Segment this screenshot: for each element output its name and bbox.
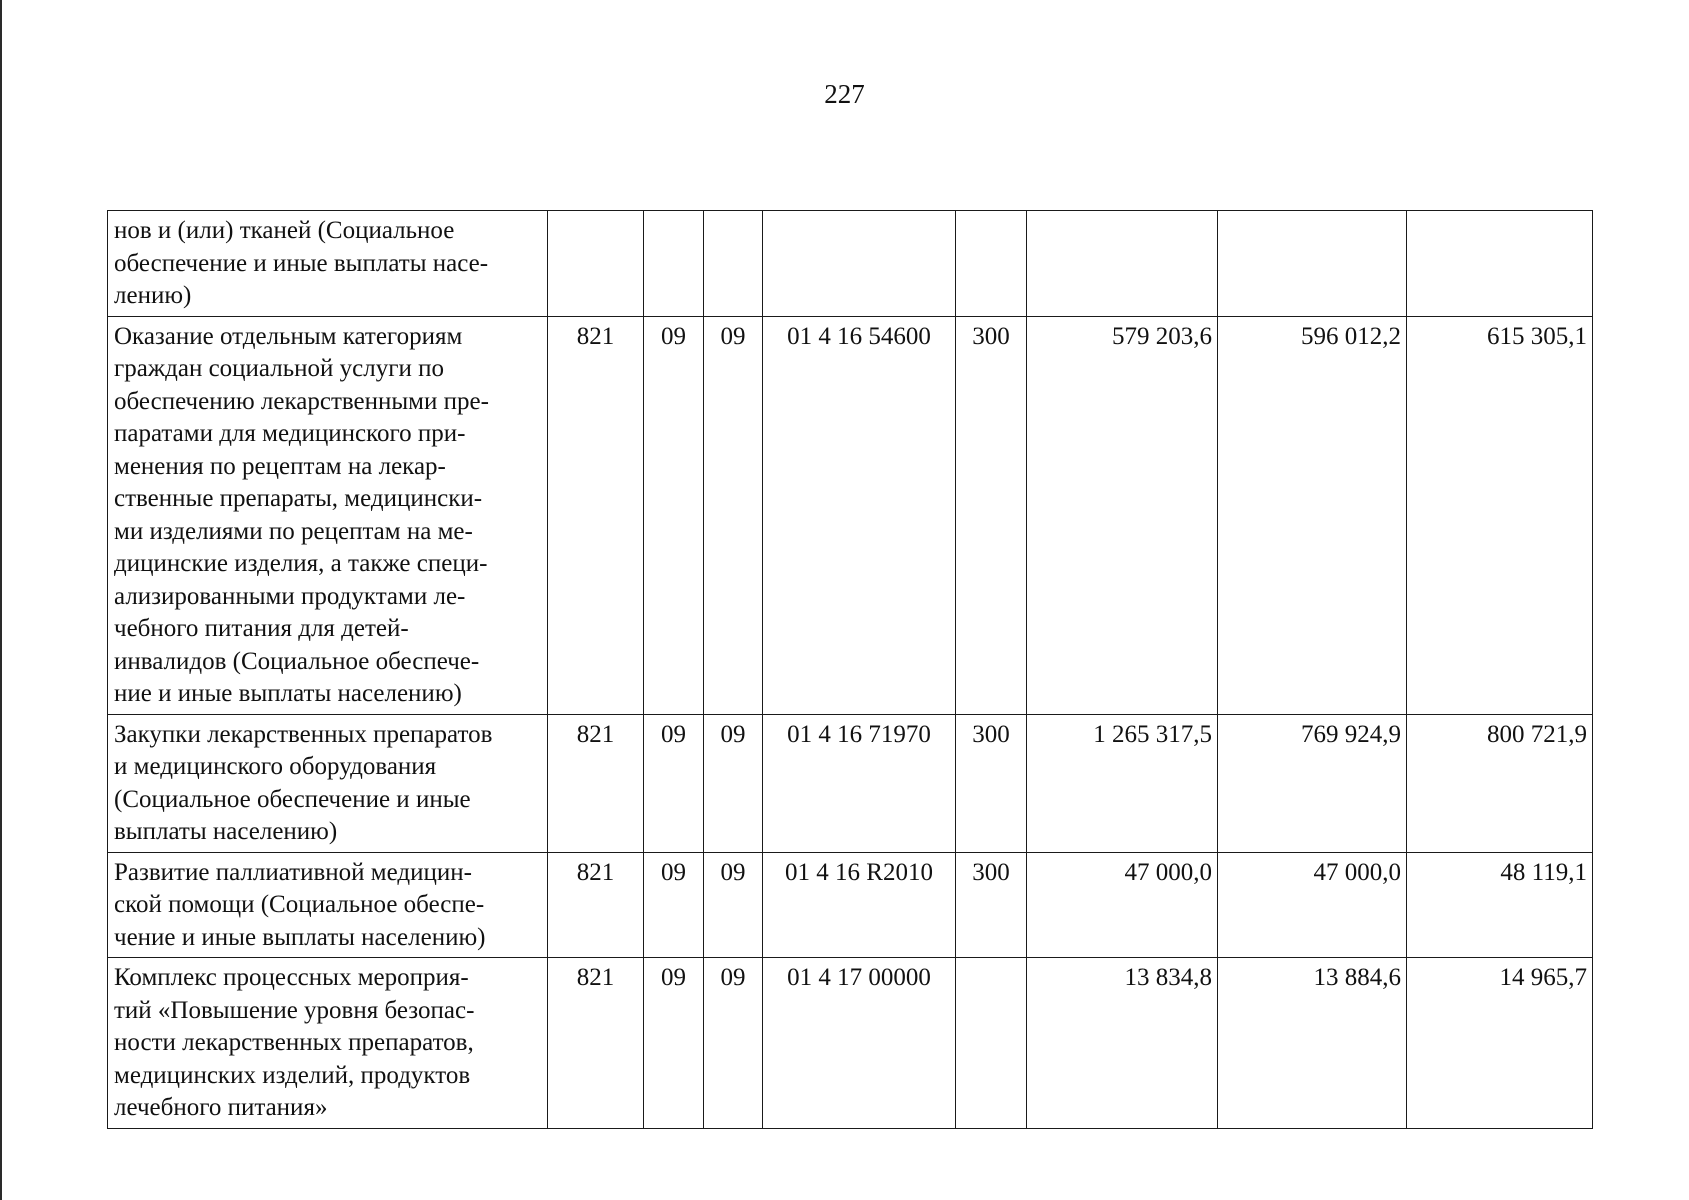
cell-description	[108, 211, 548, 317]
cell-vr	[956, 211, 1027, 317]
cell-csr: 01 4 16 R2010	[763, 852, 956, 958]
cell-sum-year1: 47 000,0	[1027, 852, 1218, 958]
cell-rz: 09	[644, 852, 704, 958]
cell-vr: 300	[956, 852, 1027, 958]
page-number: 227	[824, 79, 865, 109]
description-line: Оказание отдельным категориям	[114, 322, 463, 350]
table-row	[108, 211, 1593, 317]
cell-sum-year1: 579 203,6	[1027, 316, 1218, 714]
cell-sum-year3	[1407, 211, 1593, 317]
cell-csr: 01 4 17 00000	[763, 958, 956, 1129]
table-row	[108, 958, 1593, 1129]
description-line: чение и иные выплаты населению)	[114, 923, 486, 951]
cell-ved: 821	[548, 316, 644, 714]
description-line: дицинские изделия, а также специ-	[114, 550, 488, 577]
description-line: ми изделиями по рецептам на ме-	[114, 517, 473, 545]
budget-table	[107, 210, 1593, 1129]
description-line: и медицинского оборудования	[114, 753, 437, 780]
description-line: менения по рецептам на лекар-	[114, 452, 446, 480]
description-line: ние и иные выплаты населению)	[114, 680, 462, 707]
cell-sum-year2: 769 924,9	[1218, 714, 1407, 852]
cell-rz: 09	[644, 714, 704, 852]
cell-ved: 821	[548, 852, 644, 958]
description-line: ственные препараты, медицински-	[114, 485, 483, 512]
description-line: паратами для медицинского при-	[114, 420, 466, 447]
description-line: медицинских изделий, продуктов	[114, 1061, 471, 1089]
description-line: Развитие паллиативной медицин-	[114, 858, 472, 886]
cell-pr: 09	[704, 852, 763, 958]
description-line: тий «Повышение уровня безопас-	[114, 996, 475, 1024]
cell-sum-year2: 47 000,0	[1218, 852, 1407, 958]
cell-sum-year3: 615 305,1	[1407, 316, 1593, 714]
cell-sum-year3: 800 721,9	[1407, 714, 1593, 852]
cell-ved: 821	[548, 958, 644, 1129]
cell-sum-year2: 596 012,2	[1218, 316, 1407, 714]
cell-sum-year2: 13 884,6	[1218, 958, 1407, 1129]
cell-rz	[644, 211, 704, 317]
description-line: лению)	[114, 282, 192, 309]
cell-description	[108, 714, 548, 852]
description-line: выплаты населению)	[114, 818, 338, 845]
cell-sum-year3: 48 119,1	[1407, 852, 1593, 958]
cell-sum-year2	[1218, 211, 1407, 317]
cell-rz: 09	[644, 958, 704, 1129]
description-line: ности лекарственных препаратов,	[114, 1029, 474, 1056]
cell-pr: 09	[704, 958, 763, 1129]
table-row	[108, 316, 1593, 714]
table-row	[108, 714, 1593, 852]
cell-csr: 01 4 16 54600	[763, 316, 956, 714]
cell-vr: 300	[956, 316, 1027, 714]
table-body	[108, 211, 1593, 1129]
cell-csr	[763, 211, 956, 317]
cell-ved: 821	[548, 714, 644, 852]
cell-description	[108, 316, 548, 714]
cell-sum-year3: 14 965,7	[1407, 958, 1593, 1129]
description-line: чебного питания для детей-	[114, 615, 409, 642]
description-line: Комплекс процессных мероприя-	[114, 964, 469, 991]
description-line: лечебного питания»	[114, 1094, 328, 1121]
cell-sum-year1: 1 265 317,5	[1027, 714, 1218, 852]
description-line: ской помощи (Социальное обеспе-	[114, 891, 485, 918]
table-row	[108, 852, 1593, 958]
description-line: нов и (или) тканей (Социальное	[114, 217, 455, 244]
description-line: обеспечение и иные выплаты насе-	[114, 249, 489, 277]
description-line: Закупки лекарственных препаратов	[114, 720, 493, 748]
cell-pr: 09	[704, 316, 763, 714]
cell-description	[108, 958, 548, 1129]
cell-sum-year1: 13 834,8	[1027, 958, 1218, 1129]
cell-rz: 09	[644, 316, 704, 714]
description-line: инвалидов (Социальное обеспече-	[114, 647, 480, 675]
scan-edge-line	[0, 0, 2, 1200]
description-line: обеспечению лекарственными пре-	[114, 387, 489, 415]
cell-pr	[704, 211, 763, 317]
cell-pr: 09	[704, 714, 763, 852]
cell-description	[108, 852, 548, 958]
description-line: граждан социальной услуги по	[114, 355, 444, 382]
description-line: ализированными продуктами ле-	[114, 582, 466, 610]
cell-sum-year1	[1027, 211, 1218, 317]
cell-vr: 300	[956, 714, 1027, 852]
description-line: (Социальное обеспечение и иные	[114, 785, 471, 813]
cell-ved	[548, 211, 644, 317]
cell-vr	[956, 958, 1027, 1129]
cell-csr: 01 4 16 71970	[763, 714, 956, 852]
